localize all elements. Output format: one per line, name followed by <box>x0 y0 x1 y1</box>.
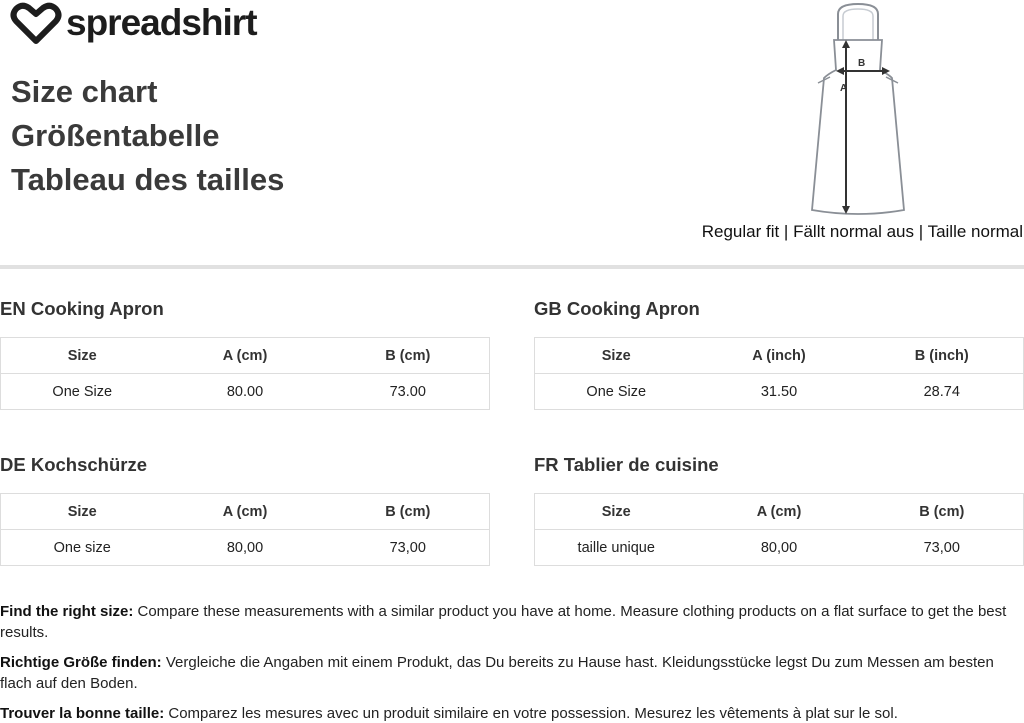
heart-logo-icon <box>10 0 62 46</box>
table-row <box>535 374 1024 410</box>
note-label: Trouver la bonne taille: <box>0 705 165 722</box>
cell-b: 73.00 <box>327 374 490 410</box>
fit-note: Regular fit | Fällt normal aus | Taille normal <box>701 222 1023 241</box>
cell-size: One Size <box>535 374 698 410</box>
measuring-notes <box>0 602 1024 723</box>
col-b: B (cm) <box>327 338 490 374</box>
apron-diagram <box>808 0 908 220</box>
table-block-de <box>0 453 490 566</box>
table-row <box>1 374 490 410</box>
col-a: A (inch) <box>698 338 861 374</box>
page-titles <box>11 70 284 202</box>
table-heading-de: DE Kochschürze <box>0 454 148 475</box>
col-size: Size <box>1 494 164 530</box>
title-fr: Tableau des tailles <box>11 162 285 197</box>
table-row <box>535 530 1024 566</box>
table-header-row <box>1 494 490 530</box>
cell-a: 80,00 <box>698 530 861 566</box>
measure-a-label: A <box>840 83 848 94</box>
col-a: A (cm) <box>164 494 327 530</box>
note-text: Vergleiche die Angaben mit einem Produkt, das Du bereits zu Hause hast. Kleidungsstücke legst Du zum Messen am besten flach auf den Boden. <box>0 654 994 692</box>
col-a: A (cm) <box>698 494 861 530</box>
size-table-de <box>0 493 490 566</box>
table-header-row <box>1 338 490 374</box>
note-label: Find the right size: <box>0 603 134 620</box>
note-de <box>0 653 1024 694</box>
col-size: Size <box>535 494 698 530</box>
table-block-en <box>0 297 490 410</box>
header-divider <box>0 265 1024 269</box>
col-b: B (inch) <box>861 338 1024 374</box>
note-fr <box>0 704 1024 723</box>
table-heading-gb: GB Cooking Apron <box>534 298 700 319</box>
size-table-en <box>0 337 490 410</box>
cell-size: One Size <box>1 374 164 410</box>
col-b: B (cm) <box>861 494 1024 530</box>
cell-b: 73,00 <box>861 530 1024 566</box>
col-size: Size <box>1 338 164 374</box>
cell-a: 31.50 <box>698 374 861 410</box>
table-block-gb <box>534 297 1024 410</box>
note-label: Richtige Größe finden: <box>0 654 162 671</box>
cell-size: One size <box>1 530 164 566</box>
title-en: Size chart <box>11 74 158 109</box>
table-header-row <box>535 494 1024 530</box>
cell-b: 73,00 <box>327 530 490 566</box>
col-b: B (cm) <box>327 494 490 530</box>
note-text: Comparez les mesures avec un produit similaire en votre possession. Mesurez les vêtements à plat sur le sol. <box>164 705 898 722</box>
table-block-fr <box>534 453 1024 566</box>
cell-b: 28.74 <box>861 374 1024 410</box>
brand-name: spreadshirt <box>66 2 257 43</box>
table-row <box>1 530 490 566</box>
title-de: Größentabelle <box>11 118 220 153</box>
table-heading-en: EN Cooking Apron <box>0 298 164 319</box>
brand-logo[interactable] <box>10 0 257 46</box>
col-a: A (cm) <box>164 338 327 374</box>
cell-a: 80,00 <box>164 530 327 566</box>
note-en <box>0 602 1024 643</box>
size-table-fr <box>534 493 1024 566</box>
note-text: Compare these measurements with a similar product you have at home. Measure clothing products on a flat surface to get the best results. <box>0 603 1007 641</box>
table-heading-fr: FR Tablier de cuisine <box>534 454 719 475</box>
cell-a: 80.00 <box>164 374 327 410</box>
table-header-row <box>535 338 1024 374</box>
col-size: Size <box>535 338 698 374</box>
size-table-gb <box>534 337 1024 410</box>
cell-size: taille unique <box>535 530 698 566</box>
measure-b-label: B <box>858 58 866 69</box>
